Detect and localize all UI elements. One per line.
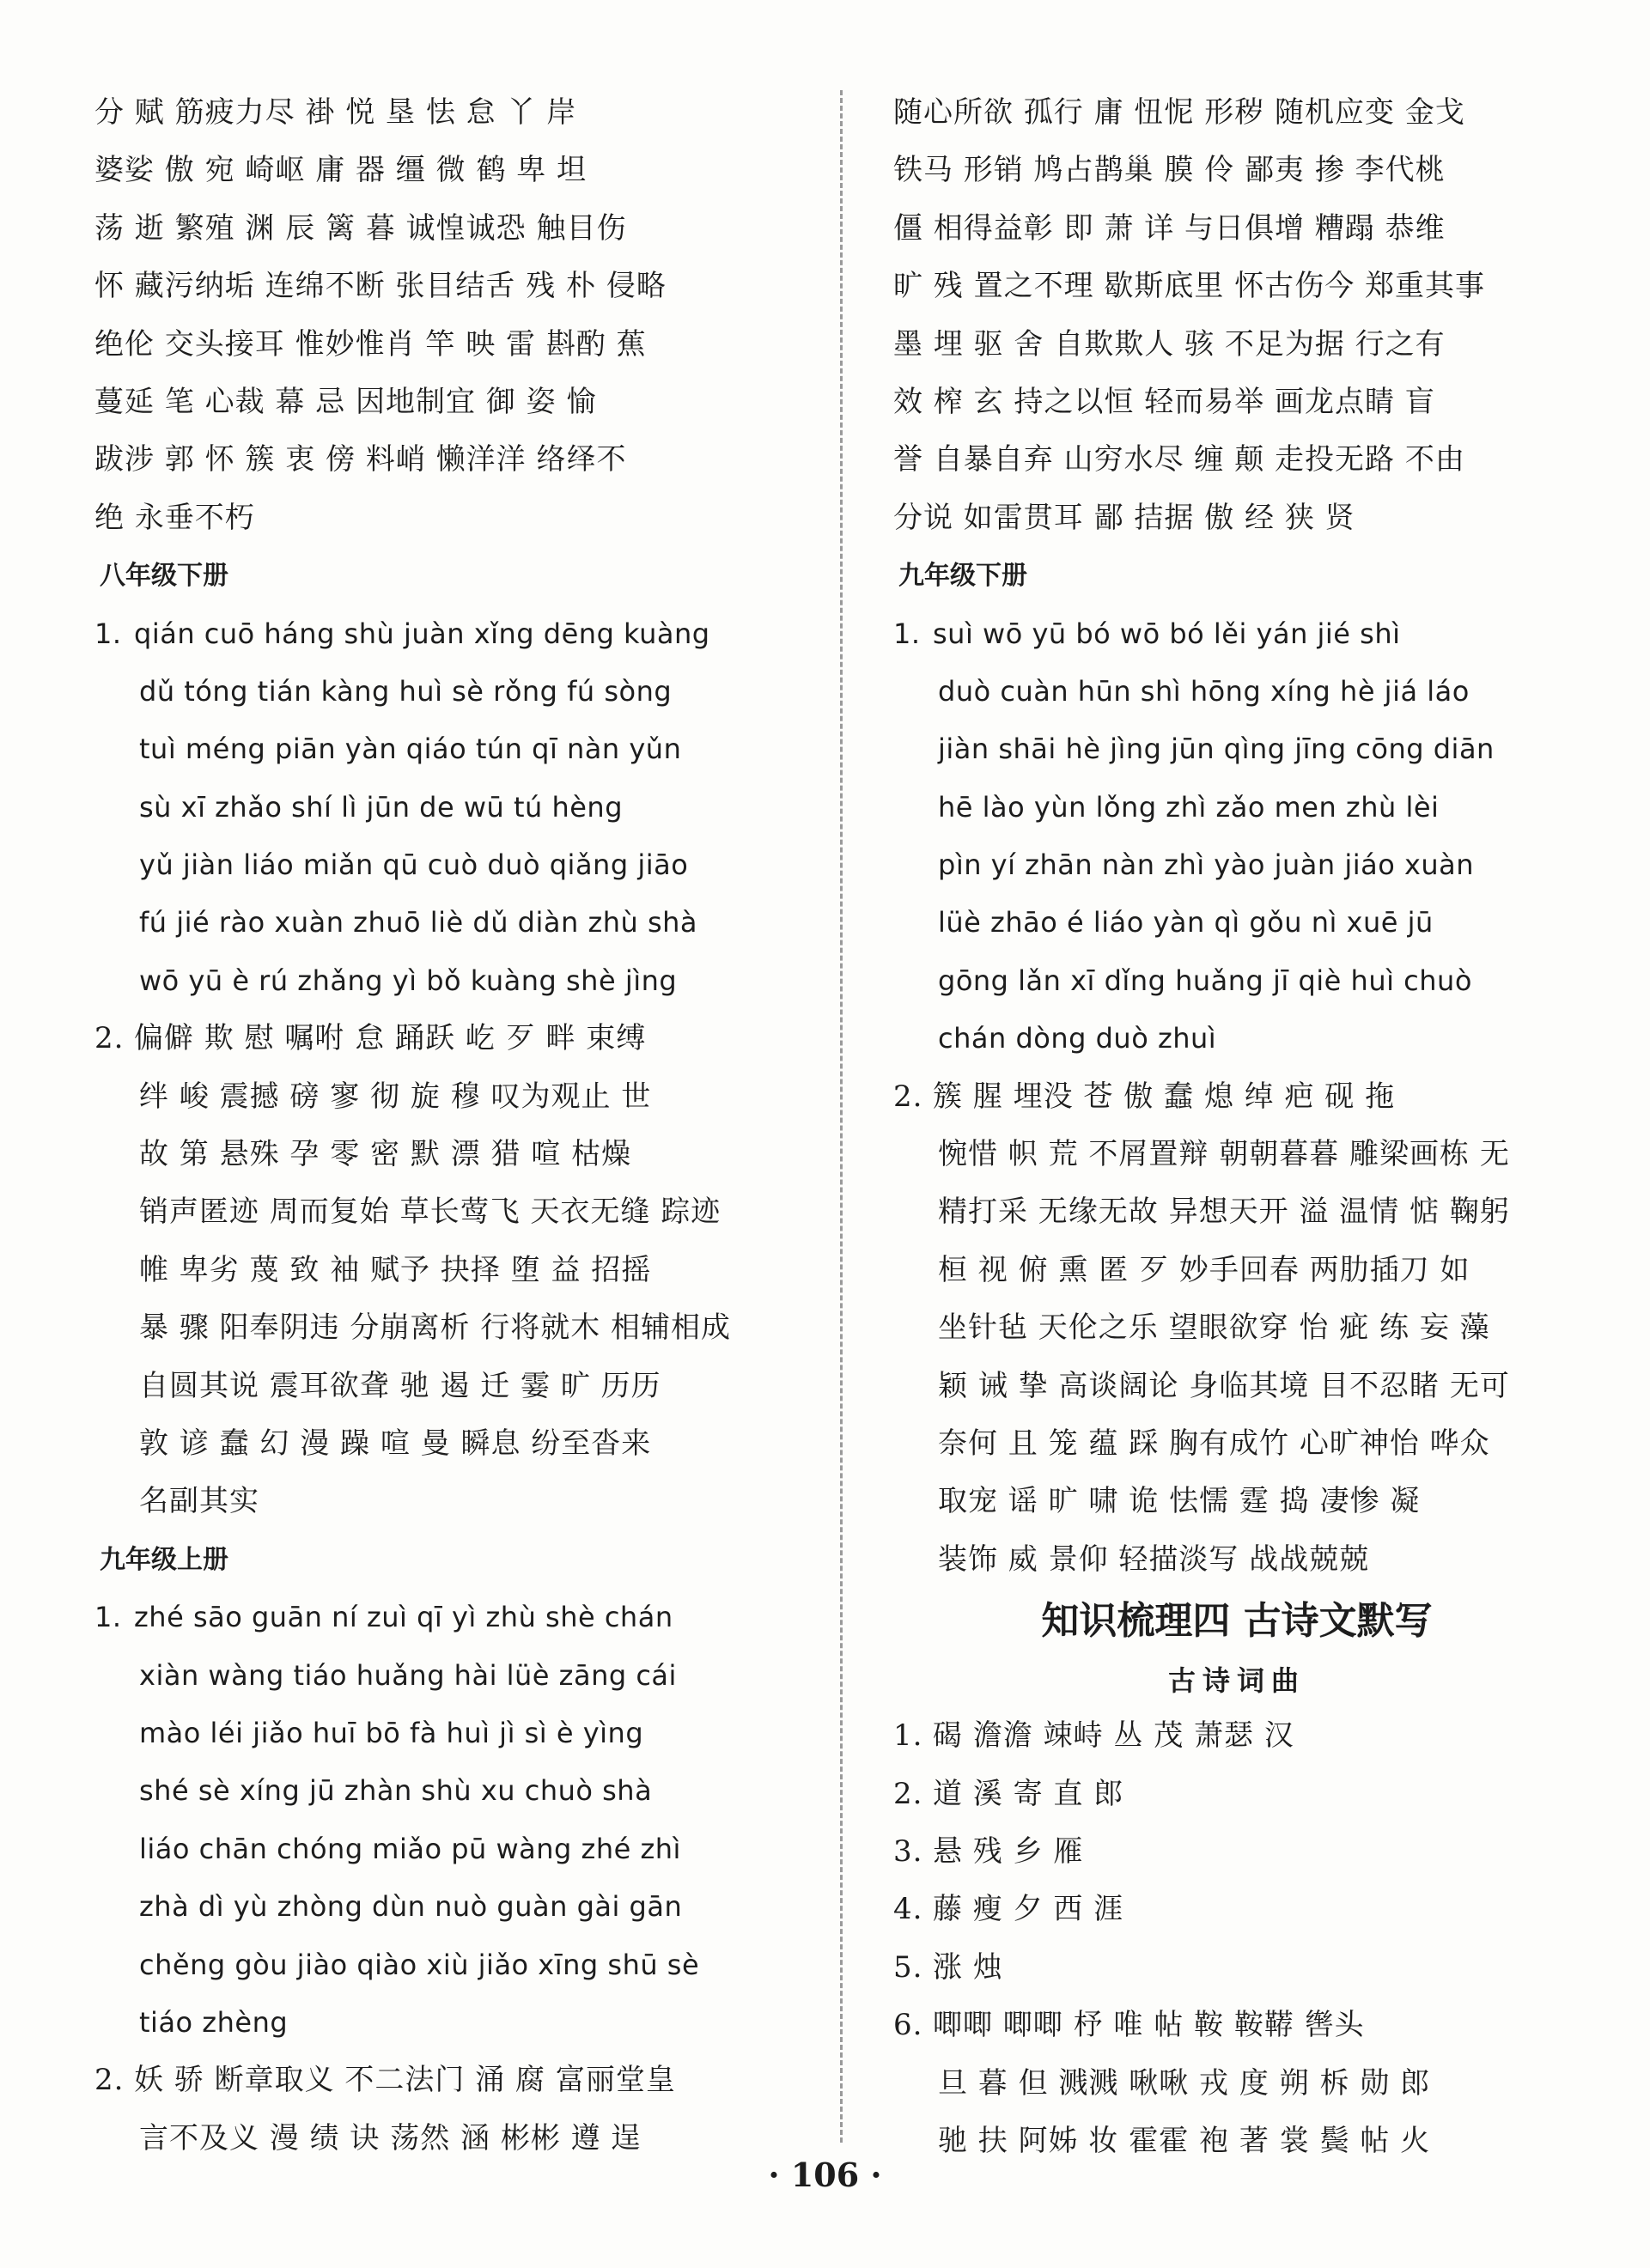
pinyin-line: hē lào yùn lǒng zhì zǎo men zhù lèi [938,790,1440,824]
text-line: 怀 藏污纳垢 连绵不断 张目结舌 残 朴 侵略 [94,269,667,304]
item-number: 2. [893,1079,923,1114]
item-number: 1. [893,1718,923,1754]
heading-grade9-down: 九年级下册 [898,561,1027,592]
text-line: 悬 残 乡 雁 [933,1833,1084,1869]
text-line: 僵 相得益彰 即 萧 详 与日俱增 糟蹋 恭维 [893,210,1446,246]
item-number: 3. [893,1833,923,1869]
pinyin-line: tiáo zhèng [139,2005,289,2039]
item-number: 5. [893,1949,923,1985]
text-line: 铁马 形销 鸠占鹊巢 膜 伶 鄙夷 掺 李代桃 [893,153,1446,188]
text-line: 蔓延 笔 心裁 幕 忌 因地制宜 御 姿 愉 [94,384,597,419]
text-line: 取宠 谣 旷 啸 诡 怯懦 霆 捣 凄惨 凝 [938,1484,1421,1519]
text-line: 桓 视 俯 熏 匿 歹 妙手回春 两肋插刀 如 [938,1252,1470,1287]
text-line: 奈何 且 笼 蕴 踩 胸有成竹 心旷神怡 哗众 [938,1426,1490,1461]
text-line: 绝伦 交头接耳 惟妙惟肖 竿 映 雷 斟酌 蕉 [94,326,647,362]
text-line: 暴 骤 阳奉阴违 分崩离析 行将就木 相辅相成 [139,1310,732,1346]
pinyin-line: chán dòng duò zhuì [938,1022,1217,1055]
pinyin-line: shé sè xíng jū zhàn shù xu chuò shà [139,1774,653,1808]
item-number: 1. [94,1601,122,1634]
item-number: 2. [94,2063,125,2098]
text-line: 旦 暮 但 溅溅 啾啾 戎 度 朔 柝 勋 郎 [938,2065,1431,2101]
text-line: 效 榨 玄 持之以恒 轻而易举 画龙点睛 盲 [893,384,1435,419]
text-line: 跋涉 郭 怀 簇 衷 傍 料峭 懒洋洋 络绎不 [94,442,627,477]
page-number: · 106 · [768,2156,882,2194]
text-line: 坐针毡 天伦之乐 望眼欲穿 怡 疵 练 妄 藻 [938,1310,1490,1346]
text-line: 驰 扶 阿姊 妆 霍霍 袍 著 裳 鬓 帖 火 [938,2123,1431,2158]
pinyin-line: fú jié rào xuàn zhuō liè dǔ diàn zhù shà [139,906,698,939]
right-intro-block [893,84,1580,547]
pinyin-line: zhà dì yù zhòng dùn nuò guàn gài gān [139,1890,683,1924]
text-line: 簇 腥 埋没 苍 傲 蠢 熄 绰 疤 砚 拖 [933,1079,1396,1114]
grade9-up-word-list [94,2052,825,2168]
text-line: 敦 谚 蠢 幻 漫 躁 喧 曼 瞬息 纷至沓来 [139,1426,652,1461]
grade8-down-word-list [94,1010,825,1531]
item-number: 2. [94,1021,125,1056]
text-line: 帷 卑劣 蔑 致 袖 赋予 抉择 堕 益 招摇 [139,1252,652,1287]
item-number: 1. [94,617,122,650]
pinyin-line: qián cuō háng shù juàn xǐng dēng kuàng [134,617,710,650]
grade9-down-word-list [893,1068,1580,1590]
text-line: 装饰 威 景仰 轻描淡写 战战兢兢 [938,1541,1370,1577]
text-line: 唧唧 唧唧 杼 唯 帖 鞍 鞍鞯 辔头 [933,2008,1365,2043]
section-title: 知识梳理四 古诗文默写 [1041,1599,1433,1644]
text-line: 誉 自暴自弃 山穷水尽 缠 颠 走投无路 不由 [893,442,1465,477]
pinyin-line: wō yū è rú zhǎng yì bǒ kuàng shè jìng [139,964,678,997]
left-intro-block [94,84,825,547]
pinyin-line: jiàn shāi hè jìng jūn qìng jīng cōng diān [938,733,1495,766]
text-line: 碣 澹澹 竦峙 丛 茂 萧瑟 汉 [933,1718,1294,1754]
text-line: 涨 烛 [933,1949,1003,1985]
text-line: 惋惜 帜 荒 不屑置辩 朝朝暮暮 雕梁画栋 无 [938,1137,1510,1172]
item-number: 2. [893,1776,923,1811]
pinyin-line: dǔ tóng tián kàng huì sè rǒng fú sòng [139,674,673,708]
text-line: 荡 逝 繁殖 渊 辰 篱 暮 诚惶诚恐 触目伤 [94,210,627,246]
pinyin-line: sù xī zhǎo shí lì jūn de wū tú hèng [139,790,624,824]
pinyin-line: suì wō yū bó wō bó lěi yán jié shì [933,617,1401,650]
text-line: 旷 残 置之不理 歇斯底里 怀古伤今 郑重其事 [893,269,1486,304]
pinyin-line: pìn yí zhān nàn zhì yào juàn jiáo xuàn [938,848,1475,882]
pinyin-line: yǔ jiàn liáo miǎn qū cuò duò qiǎng jiāo [139,848,689,882]
text-line: 绊 峻 震撼 磅 寥 彻 旋 穆 叹为观止 世 [139,1079,652,1114]
text-line: 精打采 无缘无故 异想天开 溢 温情 惦 鞠躬 [938,1195,1510,1230]
text-line: 言不及义 漫 绩 诀 荡然 涵 彬彬 遵 逞 [139,2120,642,2156]
right-column [893,84,1580,2170]
column-divider [840,90,843,2143]
pinyin-line: xiàn wàng tiáo huǎng hài lüè zāng cái [139,1658,677,1692]
text-line: 随心所欲 孤行 庸 忸怩 形秽 随机应变 金戈 [893,95,1465,130]
text-line: 婆娑 傲 宛 崎岖 庸 器 缰 微 鹤 卑 坦 [94,153,588,188]
heading-grade9-up: 九年级上册 [100,1544,228,1575]
pinyin-line: mào léi jiǎo huī bō fà huì jì sì è yìng [139,1716,644,1749]
heading-grade8-down: 八年级下册 [100,561,228,592]
text-line: 偏僻 欺 慰 嘱咐 怠 踊跃 屹 歹 畔 束缚 [134,1021,647,1056]
text-line: 妖 骄 断章取义 不二法门 涌 腐 富丽堂皇 [134,2063,676,2098]
item-number: 4. [893,1892,923,1927]
item-number: 1. [893,617,921,650]
text-line: 颖 诫 挚 高谈阔论 身临其境 目不忍睹 无可 [938,1368,1510,1403]
pinyin-line: duò cuàn hūn shì hōng xíng hè jiá láo [938,674,1470,708]
text-line: 名副其实 [139,1484,259,1519]
text-line: 故 第 悬殊 孕 零 密 默 漂 猎 喧 枯燥 [139,1137,632,1172]
text-line: 自圆其说 震耳欲聋 驰 遏 迁 霎 旷 历历 [139,1368,661,1403]
text-line: 藤 瘦 夕 西 涯 [933,1892,1124,1927]
pinyin-line: lüè zhāo é liáo yàn qì gǒu nì xuē jū [938,906,1434,939]
pinyin-line: chěng gòu jiào qiào xiù jiǎo xīng shū sè [139,1948,700,1981]
left-column [94,84,825,2168]
text-line: 道 溪 寄 直 郎 [933,1776,1124,1811]
grade9-up-pinyin-list [94,1589,825,2052]
grade8-down-pinyin-list [94,605,825,1011]
poem-answer-list [893,1707,1580,2170]
text-line: 墨 埋 驱 舍 自欺欺人 骇 不足为据 行之有 [893,326,1446,362]
text-line: 分说 如雷贯耳 鄙 拮据 傲 经 狭 贤 [893,500,1355,535]
text-line: 分 赋 筋疲力尽 褂 悦 垦 怯 怠 丫 岸 [94,95,577,130]
pinyin-line: tuì méng piān yàn qiáo tún qī nàn yǔn [139,733,682,766]
pinyin-line: gōng lǎn xī dǐng huǎng jī qiè huì chuò [938,964,1472,997]
item-number: 6. [893,2008,923,2043]
pinyin-line: liáo chān chóng miǎo pū wàng zhé zhì [139,1832,681,1865]
pinyin-line: zhé sāo guān ní zuì qī yì zhù shè chán [134,1601,673,1634]
sub-title: 古诗词曲 [1167,1664,1306,1698]
grade9-down-pinyin-list [893,605,1580,1068]
text-line: 绝 永垂不朽 [94,500,255,535]
text-line: 销声匿迹 周而复始 草长莺飞 天衣无缝 踪迹 [139,1195,721,1230]
